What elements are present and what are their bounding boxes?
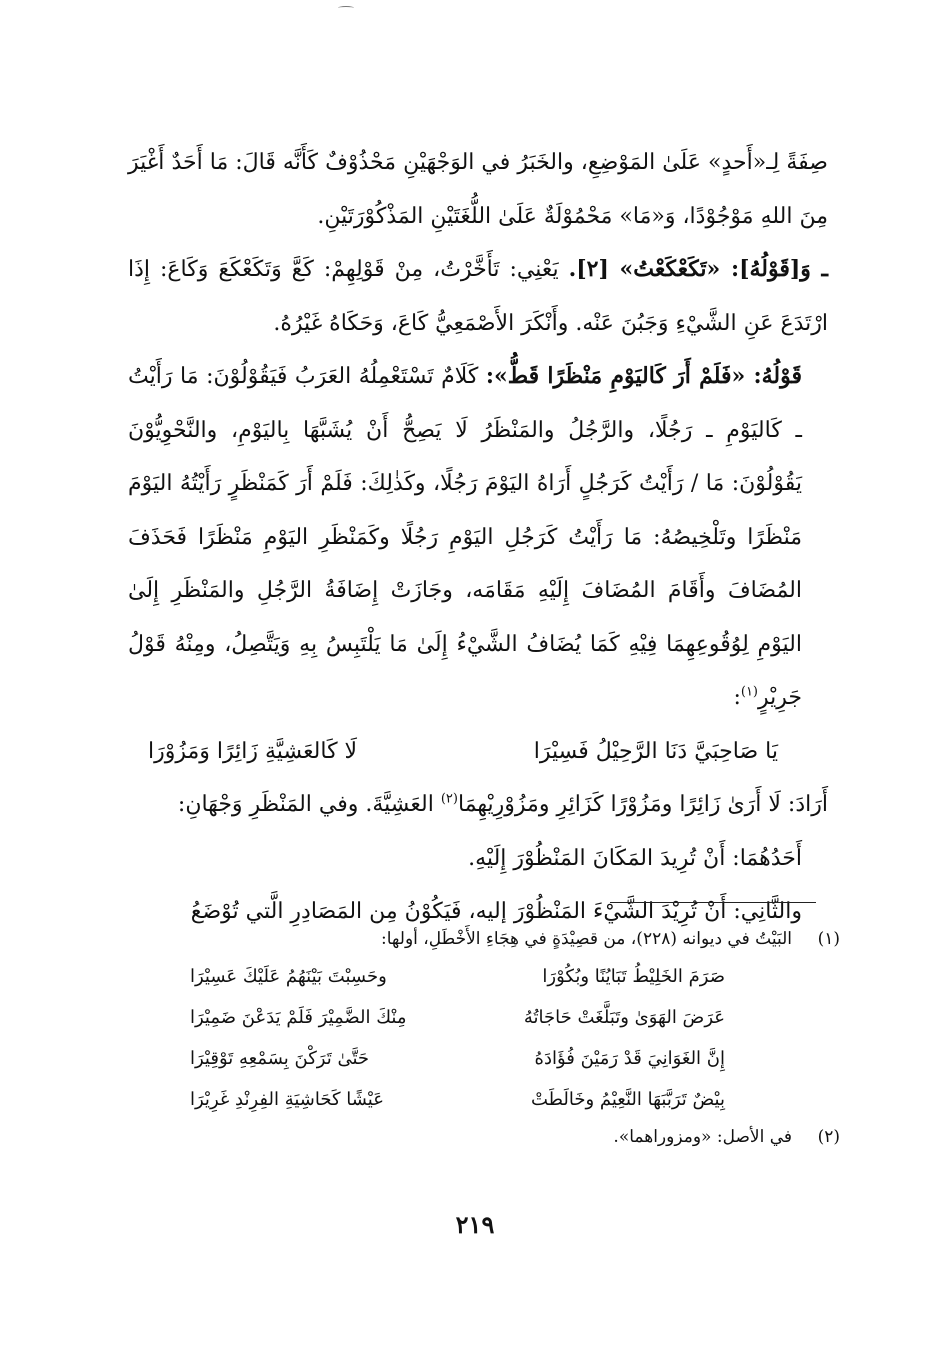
footnote-separator bbox=[610, 902, 816, 903]
paragraph-2 bbox=[128, 243, 828, 350]
poem-hemistich-b: وحَسِبْتَ بَيْنَهُمُ عَلَيْكَ عَسِيْرَا bbox=[190, 966, 387, 987]
footnote-1-number: (١) bbox=[817, 929, 840, 949]
footnote-2-number: (٢) bbox=[817, 1127, 840, 1147]
footnote-2 bbox=[120, 1120, 840, 1154]
poem-hemistich-a: إِنَّ الغَوَانِيَ قَدْ رَمَيْنَ فُؤَادَهُ bbox=[534, 1048, 725, 1069]
footnote-ref-1: (١) bbox=[740, 684, 758, 700]
poem-line bbox=[120, 1038, 840, 1079]
paragraph-6: والثَّانِي: أَنْ تُرِيْدَ الشَّيْءَ المَنْظُوْرَ إليه، فَيَكُوْنُ مِن المَصَادِرِ الَّتي تُوْضَعُ bbox=[190, 899, 802, 924]
poem-hemistich-a: بِيْضٌ تَرَبَّبَهَا النَّعِيْمُ وخَالَطَتْ bbox=[530, 1089, 725, 1110]
paragraph-2-head: ـ وَ[قَوْلُهُ]: «تَكَعْكَعْتُ» [٢]. bbox=[568, 256, 828, 282]
footnote-2-text: في الأصل: «ومزوراهما». bbox=[613, 1127, 792, 1147]
verse-second-hemistich: لَا كَالعَشِيَّةِ زَائِرًا وَمَزُوْرَا bbox=[148, 738, 358, 764]
paragraph-2-text: يَعْنِي: تَأَخَّرْتُ، مِنْ قَوْلِهِمْ: كَعَّ وَتَكَعْكَعَ وَكَاعَ: إِذَا ارْتَدَعَ عَنِ الشَّيْءِ وَجَبُنَ عَنْه. وأَنْكَرَ الأَصْمَعِيُّ كَاعَ، وَحَكَاهُ غَيْرُهُ. bbox=[128, 257, 828, 336]
footnotes bbox=[120, 922, 840, 1154]
paragraph-3-end: : bbox=[733, 685, 741, 710]
paragraph-5: أَحَدُهُمَا: أَنْ تُرِيدَ المَكَانَ المَنْظُوْرَ إِلَيْهِ. bbox=[468, 845, 802, 871]
footnote-1-text: البَيْتُ في ديوانه (٢٢٨)، من قصِيْدَةٍ في هِجَاءِ الأَخْطَلِ، أولها: bbox=[381, 929, 792, 949]
verse-first-hemistich: يَا صَاحِبَيَّ دَنَا الرَّحِيْلُ فَسِيْرَا bbox=[533, 738, 778, 764]
paragraph-3-head: قَوْلُهُ: «فَلَمْ أَرَ كَاليَوْمِ مَنْظَرًا قَطُّ»: bbox=[485, 363, 802, 389]
paragraph-3-text: كَلَامٌ تَسْتَعْمِلُهُ العَرَبُ فَيَقُوْلُوْنَ: مَا رَأَيْتُ ـ كَاليَوْمِ ـ رَجُلًا، والرَّجُلُ والمَنْظَرُ لَا يَصِحُّ أَنْ يُشَبَّهَا بِاليَوْمِ، والنَّحْوِيُّوْنَ يَقُوْلُوْنَ: مَا / رَأَيْتُ كَرَجُلٍ أَرَاهُ اليَوْمَ رَجُلًا، وكَذٰلِكَ: فَلَمْ أَرَ كَمَنْظَرٍ رَأَيْتُهُ اليَوْمَ مَنْظَرًا وتَلْخِيصُهُ: مَا رَأَيْتُ كَرَجُلِ اليَوْمِ رَجُلًا وكَمَنْظَرِ اليَوْمِ مَنْظَرًا فَحَذَفَ المُضَافَ وأَقَامَ المُضَافَ إِلَيْهِ مَقَامَه، وجَازَتْ إِضَافَةُ الرَّجُلِ والمَنْظَرِ إِلَىٰ اليَوْمِ لِوُقُوعِهِمَا فِيْهِ كَمَا يُضَافُ الشَّيْءُ إِلَىٰ مَا يَلْتَبِسُ بِهِ وَيَتَّصِلُ، ومِنْهُ قَوْلُ جَرِيْرٍ bbox=[128, 364, 802, 710]
poem-hemistich-a: صَرَمَ الخَلِيْطُ تَبَايُنًا وبُكُوْرَا bbox=[542, 966, 725, 987]
poem-hemistich-a: عَرَضَ الهَوَىٰ وتَبَلَّغَتْ حَاجَاتُهُ bbox=[523, 1007, 725, 1028]
verse bbox=[128, 725, 828, 779]
footnote-poem bbox=[120, 956, 840, 1120]
footnote-ref-2: (٢) bbox=[440, 791, 458, 807]
footnote-1 bbox=[120, 922, 840, 956]
poem-line bbox=[120, 956, 840, 997]
poem-hemistich-b: مِنْكَ الضَّمِيْرَ فَلَمْ يَدَعْنَ ضَمِيْرَا bbox=[190, 1007, 407, 1028]
poem-hemistich-b: حَتَّىٰ تَرَكْنَ بِسَمْعِهِ تَوْقِيْرَا bbox=[190, 1048, 370, 1069]
top-mark bbox=[338, 6, 354, 10]
poem-line bbox=[120, 1079, 840, 1120]
paragraph-4-end: العَشِيَّةَ. وفي المَنْظَرِ وَجْهَانِ: bbox=[177, 792, 441, 817]
paragraph-4-text: أَرَادَ: لَا أَرَىٰ زَائِرًا ومَزُوْرًا كَزَائِرِ ومَزُوْرِيْهِمَا bbox=[457, 792, 828, 817]
main-text bbox=[128, 136, 828, 939]
paragraph-1: صِفَةً لِـ«أَحدٍ» عَلَىٰ المَوْضِعِ، والخَبَرُ في الوَجْهَيْنِ مَحْذُوْفٌ كَأَنَّه قَالَ: مَا أَحَدٌ أَغْيَرَ مِنَ اللهِ مَوْجُوْدًا، وَ«مَا» مَحْمُوْلَةٌ عَلَىٰ اللُّغَتَيْنِ المَذْكُوْرَتَيْنِ. bbox=[128, 150, 828, 229]
paragraph-4 bbox=[128, 778, 828, 832]
poem-hemistich-b: عَيْشًا كَحَاشِيَةِ الفِرِنْدِ غَرِيْرَا bbox=[190, 1089, 384, 1110]
page-number: ٢١٩ bbox=[455, 1210, 495, 1239]
paragraph-3 bbox=[128, 350, 828, 725]
poem-line bbox=[120, 997, 840, 1038]
